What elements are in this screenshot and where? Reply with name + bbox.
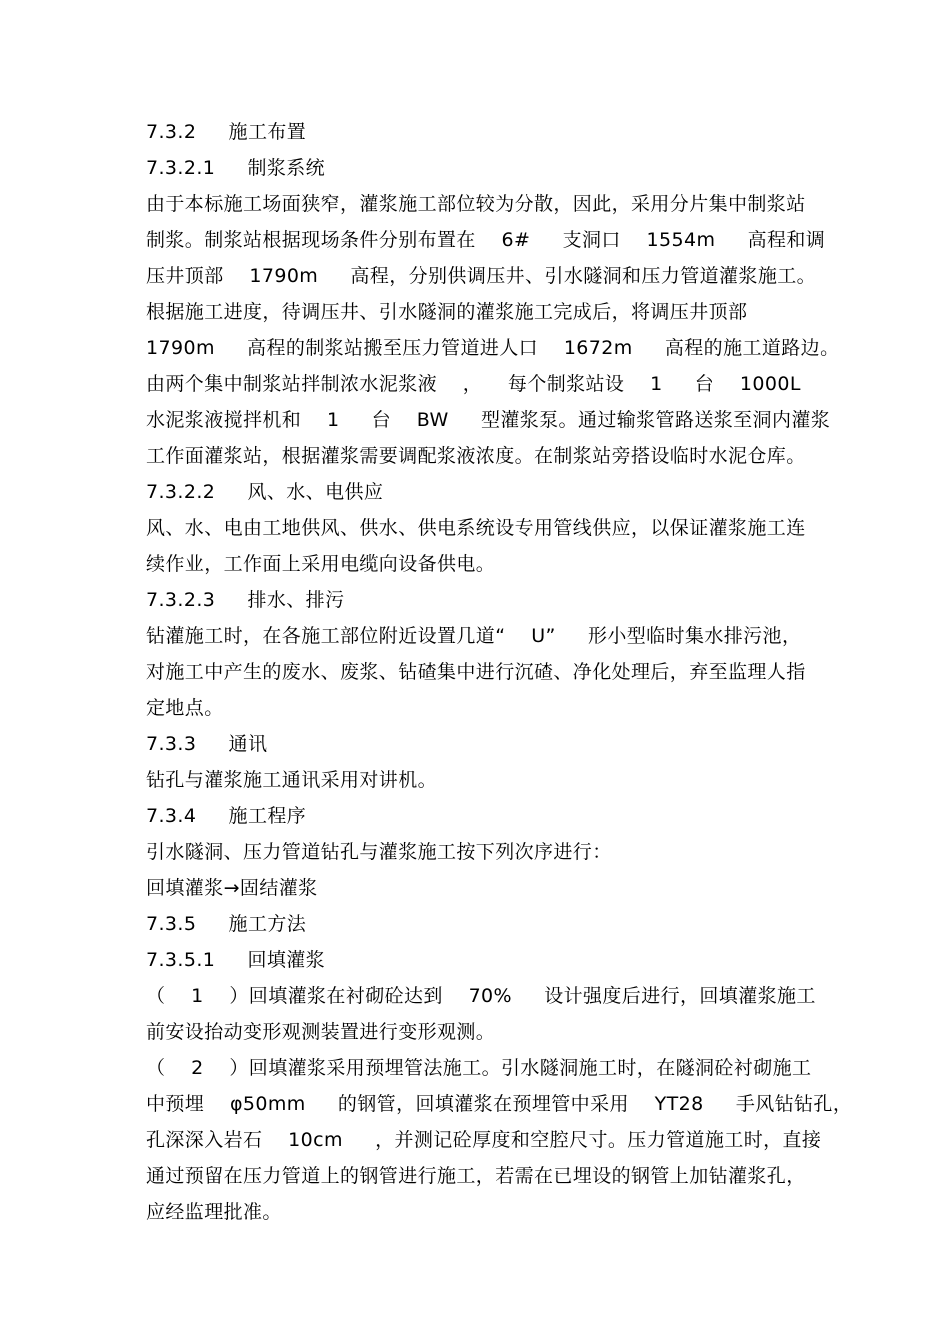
paragraph-line: 引水隧洞、压力管道钻孔与灌浆施工按下列次序进行：: [146, 841, 612, 863]
paragraph-line: 压井顶部 1790m 高程，分别供调压井、引水隧洞和压力管道灌浆施工。: [146, 265, 817, 287]
heading-7-3-4: 7.3.4 施工程序: [146, 805, 307, 827]
paragraph-line: 中预埋 φ50mm 的钢管，回填灌浆在预埋管中采用 YT28 手风钻钻孔，: [146, 1093, 853, 1115]
paragraph-line: 钻灌施工时，在各施工部位附近设置几道“ U” 形小型临时集水排污池，: [146, 625, 802, 647]
heading-7-3-2: 7.3.2 施工布置: [146, 121, 307, 143]
paragraph-line: 由于本标施工场面狭窄，灌浆施工部位较为分散，因此，采用分片集中制浆站: [146, 193, 806, 215]
paragraph-line: 回填灌浆→固结灌浆: [146, 877, 318, 899]
paragraph-line: 前安设抬动变形观测装置进行变形观测。: [146, 1021, 496, 1043]
heading-7-3-3: 7.3.3 通讯: [146, 733, 268, 755]
heading-7-3-2-2: 7.3.2.2 风、水、电供应: [146, 481, 384, 503]
paragraph-line: 应经监理批准。: [146, 1201, 282, 1223]
heading-7-3-5-1: 7.3.5.1 回填灌浆: [146, 949, 326, 971]
paragraph-line: 风、水、电由工地供风、供水、供电系统设专用管线供应，以保证灌浆施工连: [146, 517, 806, 539]
paragraph-line: （ 2 ）回填灌浆采用预埋管法施工。引水隧洞施工时，在隧洞砼衬砌施工: [146, 1057, 812, 1079]
heading-7-3-2-1: 7.3.2.1 制浆系统: [146, 157, 326, 179]
paragraph-line: 由两个集中制浆站拌制浓水泥浆液 ， 每个制浆站设 1 台 1000L: [146, 373, 801, 395]
paragraph-line: （ 1 ）回填灌浆在衬砌砼达到 70% 设计强度后进行，回填灌浆施工: [146, 985, 816, 1007]
paragraph-line: 根据施工进度，待调压井、引水隧洞的灌浆施工完成后，将调压井顶部: [146, 301, 748, 323]
paragraph-line: 工作面灌浆站，根据灌浆需要调配浆液浓度。在制浆站旁搭设临时水泥仓库。: [146, 445, 806, 467]
paragraph-line: 孔深深入岩石 10cm ，并测记砼厚度和空腔尺寸。压力管道施工时，直接: [146, 1129, 822, 1151]
paragraph-line: 水泥浆液搅拌机和 1 台 BW 型灌浆泵。通过输浆管路送浆至洞内灌浆: [146, 409, 831, 431]
heading-7-3-2-3: 7.3.2.3 排水、排污: [146, 589, 345, 611]
paragraph-line: 钻孔与灌浆施工通讯采用对讲机。: [146, 769, 438, 791]
paragraph-line: 对施工中产生的废水、废浆、钻碴集中进行沉碴、净化处理后，弃至监理人指: [146, 661, 806, 683]
paragraph-line: 通过预留在压力管道上的钢管进行施工，若需在已埋设的钢管上加钻灌浆孔，: [146, 1165, 806, 1187]
paragraph-line: 续作业，工作面上采用电缆向设备供电。: [146, 553, 496, 575]
paragraph-line: 定地点。: [146, 697, 224, 719]
paragraph-line: 制浆。制浆站根据现场条件分别布置在 6# 支洞口 1554m 高程和调: [146, 229, 826, 251]
heading-7-3-5: 7.3.5 施工方法: [146, 913, 307, 935]
paragraph-line: 1790m 高程的制浆站搬至压力管道进人口 1672m 高程的施工道路边。: [146, 337, 840, 359]
